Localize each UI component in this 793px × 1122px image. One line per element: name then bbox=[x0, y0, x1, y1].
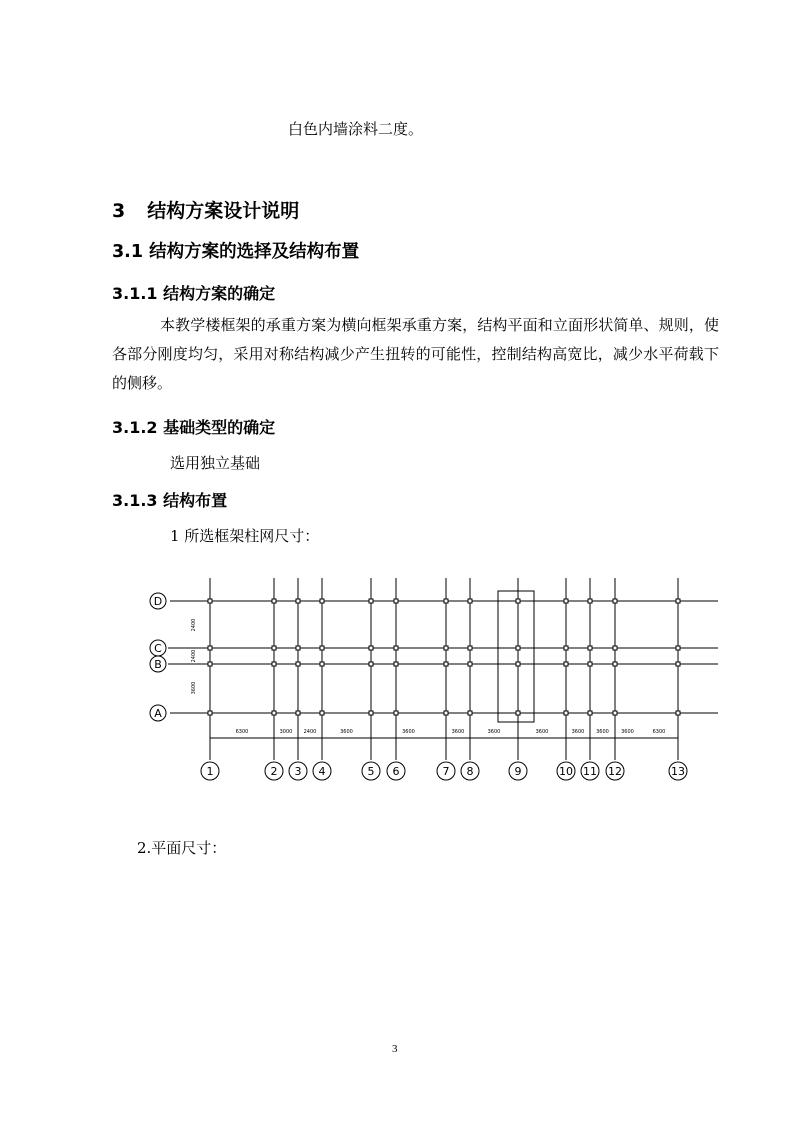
column-marker bbox=[394, 599, 398, 603]
bay-dimension-label: 3600 bbox=[571, 729, 585, 735]
column-marker bbox=[369, 662, 373, 666]
column-marker bbox=[613, 711, 617, 715]
column-axis-label: 6 bbox=[392, 765, 400, 778]
column-marker bbox=[613, 662, 617, 666]
bay-dimension-label: 3600 bbox=[487, 729, 501, 735]
subsection-3-1-1-paragraph: 本教学楼框架的承重方案为横向框架承重方案，结构平面和立面形状简单、规则，使各部分刚度均匀，采用对称结构减少产生扭转的可能性，控制结构高宽比，减少水平荷载下的侧移。 bbox=[112, 316, 719, 392]
column-axis-label: 12 bbox=[608, 765, 622, 778]
row-dimension-label: 2400 bbox=[191, 618, 197, 632]
column-marker bbox=[613, 599, 617, 603]
column-marker bbox=[208, 662, 212, 666]
column-marker bbox=[296, 711, 300, 715]
column-marker bbox=[676, 599, 680, 603]
column-marker bbox=[613, 646, 617, 650]
column-marker bbox=[369, 646, 373, 650]
column-marker bbox=[516, 599, 520, 603]
section-number: 3 bbox=[112, 200, 126, 222]
row-dimension-label: 3600 bbox=[191, 681, 197, 695]
column-marker bbox=[272, 662, 276, 666]
bay-dimension-label: 3600 bbox=[535, 729, 549, 735]
column-marker bbox=[394, 646, 398, 650]
column-marker bbox=[564, 662, 568, 666]
column-marker bbox=[468, 662, 472, 666]
bay-dimension-label: 2400 bbox=[303, 729, 317, 735]
plan-dimension-caption: 2.平面尺寸： bbox=[137, 839, 227, 857]
column-marker bbox=[564, 711, 568, 715]
column-axis-label: 2 bbox=[270, 765, 278, 778]
column-marker bbox=[444, 711, 448, 715]
column-axis-label: 1 bbox=[206, 765, 214, 778]
column-marker bbox=[320, 662, 324, 666]
bay-dimension-label: 3600 bbox=[451, 729, 465, 735]
section-title: 结构方案设计说明 bbox=[147, 200, 300, 222]
column-marker bbox=[320, 599, 324, 603]
column-marker bbox=[468, 646, 472, 650]
column-marker bbox=[296, 646, 300, 650]
column-marker bbox=[444, 646, 448, 650]
column-axis-label: 13 bbox=[671, 765, 685, 778]
column-marker bbox=[272, 599, 276, 603]
row-axis-label: C bbox=[154, 642, 162, 655]
bay-dimension-label: 3600 bbox=[402, 729, 415, 735]
column-marker bbox=[296, 662, 300, 666]
column-axis-label: 4 bbox=[318, 765, 326, 778]
column-marker bbox=[588, 646, 592, 650]
subsection-3-1-2-heading: 3.1.2 基础类型的确定 bbox=[112, 418, 276, 437]
bay-dimension-label: 3000 bbox=[279, 729, 293, 735]
column-marker bbox=[588, 599, 592, 603]
subsection-3-1-3-heading: 3.1.3 结构布置 bbox=[112, 491, 228, 510]
column-marker bbox=[272, 646, 276, 650]
column-marker bbox=[516, 711, 520, 715]
column-axis-label: 11 bbox=[583, 765, 597, 778]
subsection-3-1-1-heading: 3.1.1 结构方案的确定 bbox=[112, 284, 276, 303]
bay-dimension-label: 6300 bbox=[652, 729, 666, 735]
bay-dimension-label: 3600 bbox=[596, 729, 609, 735]
top-line-text: 白色内墙涂料二度。 bbox=[288, 120, 424, 138]
column-marker bbox=[208, 599, 212, 603]
column-marker bbox=[588, 711, 592, 715]
column-marker bbox=[676, 646, 680, 650]
highlight-frame bbox=[498, 591, 534, 722]
bay-dimension-label: 3600 bbox=[340, 729, 353, 735]
row-dimension-label: 2400 bbox=[191, 649, 197, 663]
row-axis-label: B bbox=[154, 658, 162, 671]
subsection-3-1-2-text: 选用独立基础 bbox=[170, 454, 261, 472]
column-marker bbox=[676, 662, 680, 666]
column-marker bbox=[676, 711, 680, 715]
column-marker bbox=[320, 711, 324, 715]
bay-dimension-label: 6300 bbox=[235, 729, 249, 735]
column-axis-label: 10 bbox=[559, 765, 573, 778]
row-axis-label: D bbox=[153, 595, 163, 608]
column-marker bbox=[208, 711, 212, 715]
row-axis-label: A bbox=[154, 707, 162, 720]
column-marker bbox=[272, 711, 276, 715]
column-axis-label: 7 bbox=[442, 765, 450, 778]
column-marker bbox=[516, 662, 520, 666]
column-marker bbox=[588, 662, 592, 666]
column-marker bbox=[564, 646, 568, 650]
column-marker bbox=[369, 711, 373, 715]
column-marker bbox=[296, 599, 300, 603]
column-marker bbox=[444, 662, 448, 666]
column-grid-caption: 1 所选框架柱网尺寸： bbox=[170, 527, 320, 545]
column-marker bbox=[444, 599, 448, 603]
column-marker bbox=[394, 711, 398, 715]
bay-dimension-label: 3600 bbox=[621, 729, 634, 735]
column-marker bbox=[369, 599, 373, 603]
column-marker bbox=[468, 599, 472, 603]
column-marker bbox=[468, 711, 472, 715]
column-marker bbox=[320, 646, 324, 650]
column-axis-label: 9 bbox=[514, 765, 522, 778]
column-marker bbox=[394, 662, 398, 666]
column-marker bbox=[516, 646, 520, 650]
column-axis-label: 3 bbox=[294, 765, 302, 778]
column-marker bbox=[208, 646, 212, 650]
column-axis-label: 8 bbox=[466, 765, 474, 778]
column-axis-label: 5 bbox=[367, 765, 375, 778]
page-number: 3 bbox=[392, 1043, 398, 1055]
column-marker bbox=[564, 599, 568, 603]
subsection-3-1-heading: 3.1 结构方案的选择及结构布置 bbox=[112, 242, 360, 262]
